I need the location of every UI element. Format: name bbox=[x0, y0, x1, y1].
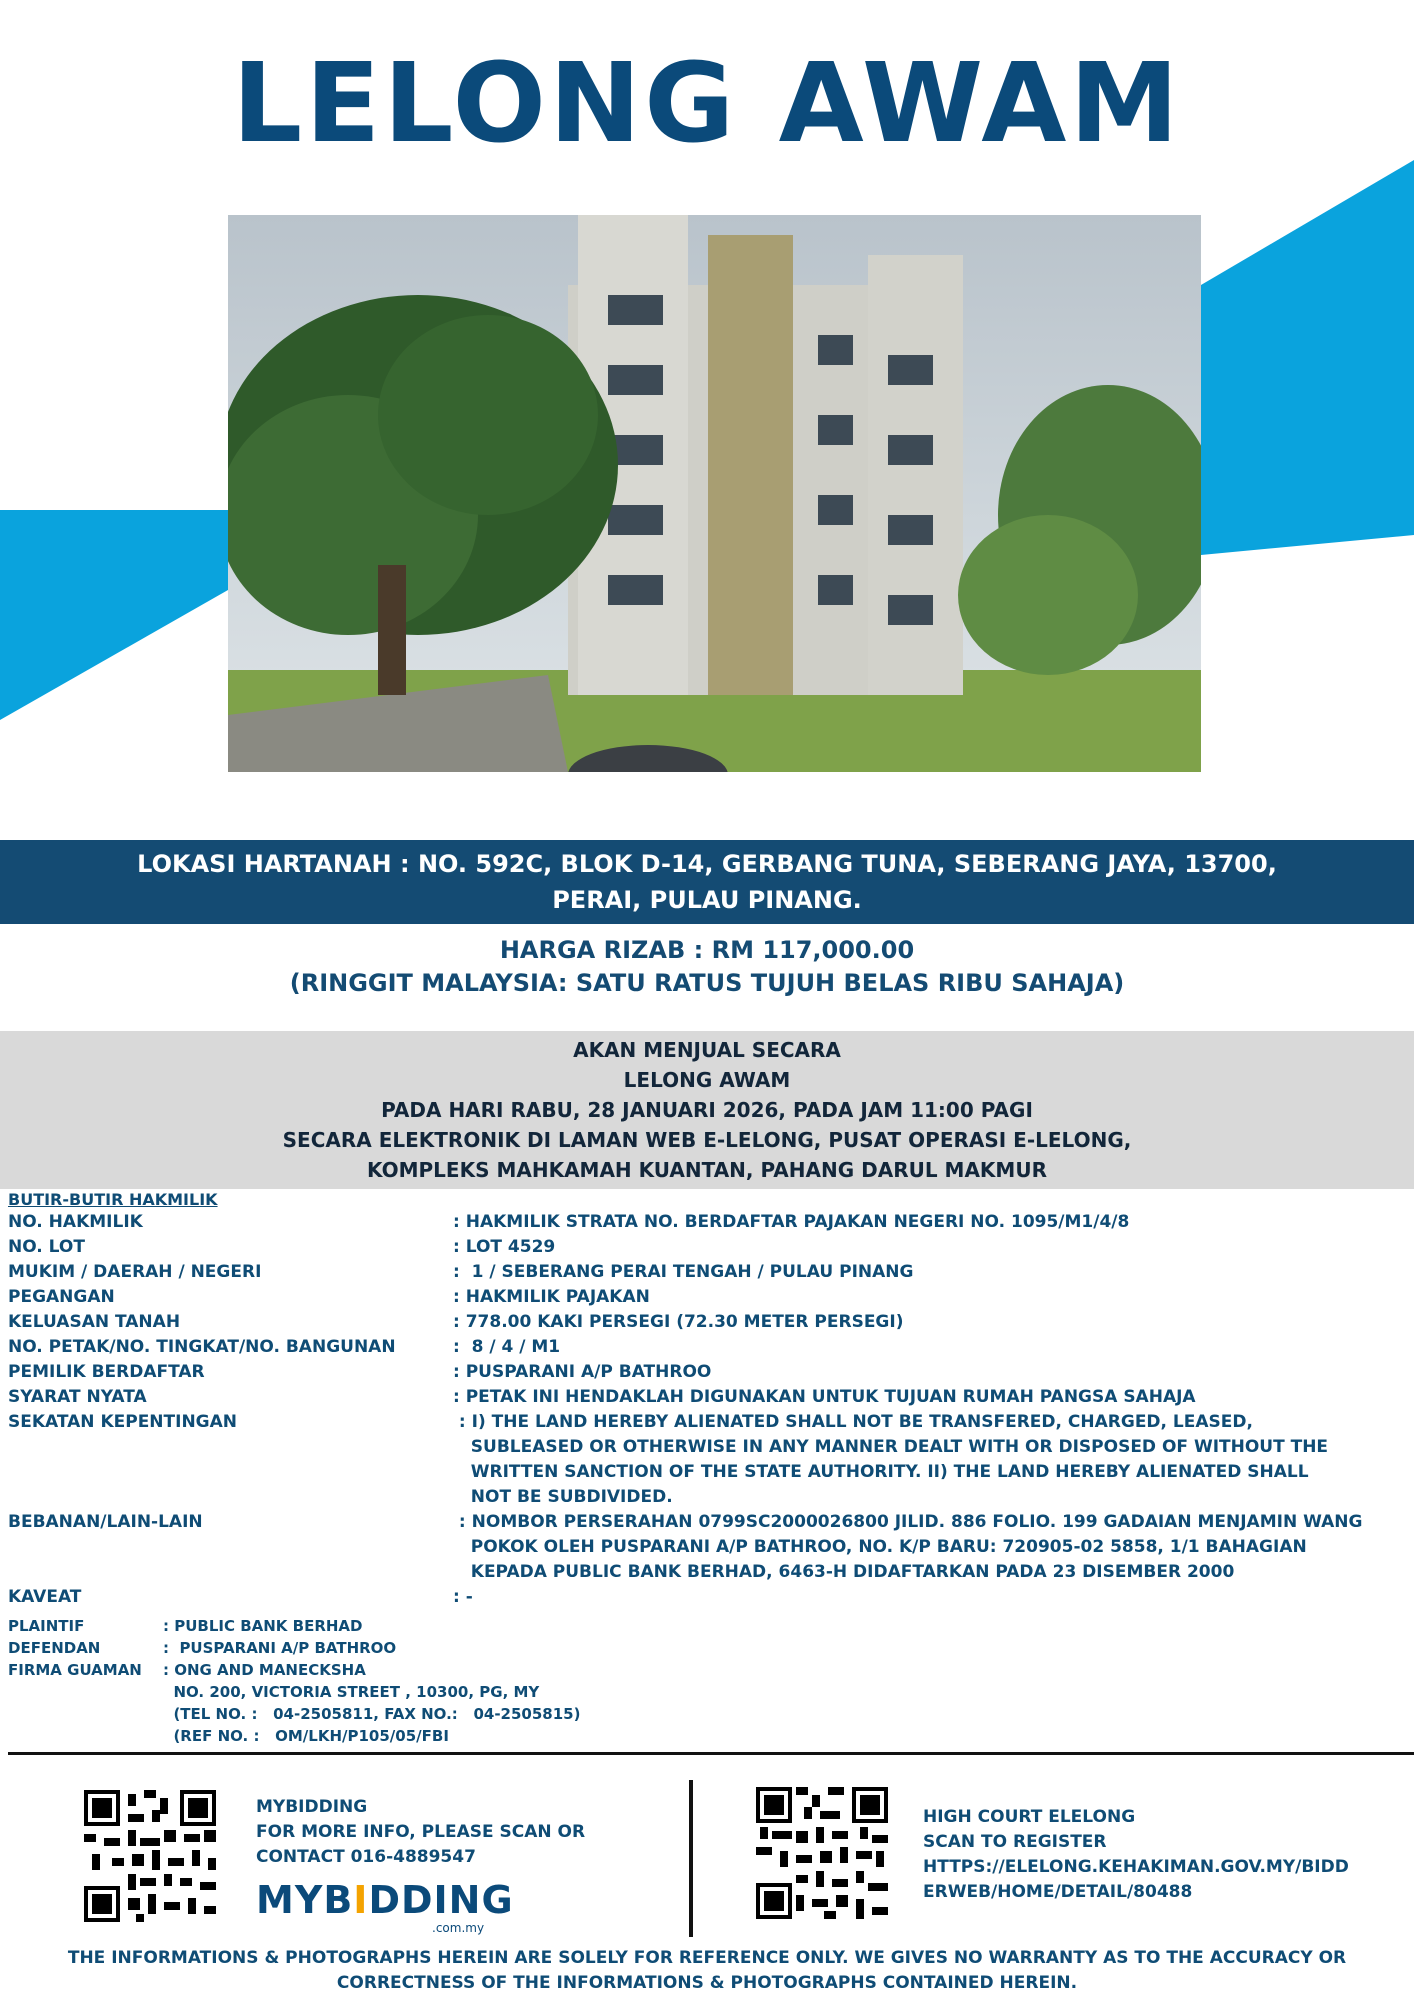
title-details-heading: BUTIR-BUTIR HAKMILIK bbox=[8, 1190, 218, 1209]
detail-key: SYARAT NYATA bbox=[8, 1387, 147, 1407]
mybidding-info: FOR MORE INFO, PLEASE SCAN OR bbox=[256, 1822, 586, 1842]
detail-value: : 778.00 KAKI PERSEGI (72.30 METER PERSEGI) bbox=[453, 1312, 904, 1332]
elelong-contact bbox=[923, 1805, 1349, 1905]
detail-key: NO. LOT bbox=[8, 1237, 85, 1257]
reserve-price-words: (RINGGIT MALAYSIA: SATU RATUS TUJUH BELAS RIBU SAHAJA) bbox=[289, 969, 1125, 997]
reserve-price bbox=[0, 934, 1414, 1000]
detail-row bbox=[8, 1360, 1408, 1385]
detail-key: MUKIM / DAERAH / NEGERI bbox=[8, 1262, 262, 1282]
detail-value: : HAKMILIK STRATA NO. BERDAFTAR PAJAKAN NEGERI NO. 1095/M1/4/8 bbox=[453, 1212, 1130, 1232]
property-photo bbox=[228, 215, 1201, 772]
detail-key: KAVEAT bbox=[8, 1587, 82, 1607]
disclaimer-line-2: CORRECTNESS OF THE INFORMATIONS & PHOTOGRAPHS CONTAINED HEREIN. bbox=[336, 1973, 1078, 1993]
page-title: LELONG AWAM bbox=[232, 39, 1182, 167]
detail-value: : - bbox=[453, 1587, 473, 1607]
party-value: : PUBLIC BANK BERHAD bbox=[163, 1617, 363, 1635]
detail-row bbox=[8, 1585, 1408, 1610]
detail-key: KELUASAN TANAH bbox=[8, 1312, 181, 1332]
party-key: FIRMA GUAMAN bbox=[8, 1661, 142, 1679]
detail-key: PEMILIK BERDAFTAR bbox=[8, 1362, 205, 1382]
detail-key: NO. PETAK/NO. TINGKAT/NO. BANGUNAN bbox=[8, 1337, 396, 1357]
detail-key: PEGANGAN bbox=[8, 1287, 115, 1307]
party-key: PLAINTIF bbox=[8, 1617, 85, 1635]
property-location-banner bbox=[0, 840, 1414, 924]
section-divider bbox=[8, 1752, 1414, 1755]
reserve-price-amount: HARGA RIZAB : RM 117,000.00 bbox=[499, 936, 915, 964]
detail-row bbox=[8, 1210, 1408, 1235]
footer-divider bbox=[689, 1780, 693, 1937]
detail-value: : LOT 4529 bbox=[453, 1237, 556, 1257]
auction-line: LELONG AWAM bbox=[623, 1068, 791, 1092]
mybidding-contact bbox=[256, 1795, 585, 1870]
elelong-instruction: SCAN TO REGISTER bbox=[923, 1832, 1107, 1852]
detail-value: : PETAK INI HENDAKLAH DIGUNAKAN UNTUK TUJUAN RUMAH PANGSA SAHAJA bbox=[453, 1387, 1196, 1407]
detail-row bbox=[8, 1285, 1408, 1310]
elelong-title: HIGH COURT ELELONG bbox=[923, 1807, 1136, 1827]
auction-line: KOMPLEKS MAHKAMAH KUANTAN, PAHANG DARUL MAKMUR bbox=[367, 1158, 1047, 1182]
party-value: : PUSPARANI A/P BATHROO bbox=[163, 1639, 397, 1657]
party-key: DEFENDAN bbox=[8, 1639, 101, 1657]
detail-row bbox=[8, 1260, 1408, 1285]
title-details bbox=[8, 1190, 1408, 1610]
party-row bbox=[8, 1659, 708, 1747]
location-line-2: PERAI, PULAU PINANG. bbox=[552, 886, 862, 914]
case-parties bbox=[8, 1615, 708, 1747]
elelong-url-continued[interactable]: ERWEB/HOME/DETAIL/80488 bbox=[923, 1882, 1193, 1902]
detail-value: : NOMBOR PERSERAHAN 0799SC2000026800 JILID. 886 FOLIO. 199 GADAIAN MENJAMIN WANG POKOK OLEH PUSPARANI A/P BATHROO, NO. K/P BARU: 720905-02 5858, 1/1 BAHAGIAN KEPADA PUBLIC BANK BERHAD, 6463-H DIDAFTARKAN PADA 23 DISEMBER 2000 bbox=[458, 1512, 1363, 1582]
auction-line: SECARA ELEKTRONIK DI LAMAN WEB E-LELONG, PUSAT OPERASI E-LELONG, bbox=[282, 1128, 1132, 1152]
mybidding-qr-code-icon[interactable] bbox=[84, 1790, 216, 1922]
mybidding-phone[interactable]: CONTACT 016-4889547 bbox=[256, 1847, 476, 1867]
party-value: : ONG AND MANECKSHA NO. 200, VICTORIA STREET , 10300, PG, MY (TEL NO. : 04-2505811, FAX NO.: 04-2505815) (REF NO. : OM/LKH/P105/05/FBI bbox=[163, 1661, 581, 1745]
auction-line: AKAN MENJUAL SECARA bbox=[573, 1038, 841, 1062]
party-row bbox=[8, 1615, 708, 1637]
detail-row bbox=[8, 1310, 1408, 1335]
detail-key: BEBANAN/LAIN-LAIN bbox=[8, 1512, 203, 1532]
detail-value: : HAKMILIK PAJAKAN bbox=[453, 1287, 650, 1307]
detail-row bbox=[8, 1235, 1408, 1260]
auction-info-box bbox=[0, 1031, 1414, 1189]
detail-row bbox=[8, 1510, 1408, 1585]
detail-value: : PUSPARANI A/P BATHROO bbox=[453, 1362, 712, 1382]
detail-key: NO. HAKMILIK bbox=[8, 1212, 143, 1232]
detail-row bbox=[8, 1335, 1408, 1360]
mybidding-logo-domain: .com.my bbox=[432, 1921, 485, 1935]
elelong-url[interactable]: HTTPS://ELELONG.KEHAKIMAN.GOV.MY/BIDD bbox=[923, 1857, 1349, 1877]
disclaimer bbox=[0, 1946, 1414, 1996]
elelong-qr-code-icon[interactable] bbox=[756, 1787, 888, 1919]
detail-value: : 1 / SEBERANG PERAI TENGAH / PULAU PINANG bbox=[453, 1262, 914, 1282]
disclaimer-line-1: THE INFORMATIONS & PHOTOGRAPHS HEREIN ARE SOLELY FOR REFERENCE ONLY. WE GIVES NO WARRANTY AS TO THE ACCURACY OR bbox=[67, 1948, 1347, 1968]
detail-value: : 8 / 4 / M1 bbox=[453, 1337, 561, 1357]
detail-row bbox=[8, 1385, 1408, 1410]
mybidding-logo: MYBIDDING bbox=[256, 1878, 514, 1922]
mybidding-name: MYBIDDING bbox=[256, 1797, 368, 1817]
party-row bbox=[8, 1637, 708, 1659]
detail-row bbox=[8, 1410, 1408, 1510]
detail-key: SEKATAN KEPENTINGAN bbox=[8, 1412, 238, 1432]
detail-value: : I) THE LAND HEREBY ALIENATED SHALL NOT BE TRANSFERED, CHARGED, LEASED, SUBLEASED OR OTHERWISE IN ANY MANNER DEALT WITH OR DISPOSED OF WITHOUT THE WRITTEN SANCTION OF THE STATE AUTHORITY. II) THE LAND HEREBY ALIENATED SHALL NOT BE SUBDIVIDED. bbox=[458, 1412, 1329, 1507]
location-line-1: LOKASI HARTANAH : NO. 592C, BLOK D-14, GERBANG TUNA, SEBERANG JAYA, 13700, bbox=[137, 850, 1277, 878]
auction-date-line: PADA HARI RABU, 28 JANUARI 2026, PADA JAM 11:00 PAGI bbox=[381, 1098, 1033, 1122]
